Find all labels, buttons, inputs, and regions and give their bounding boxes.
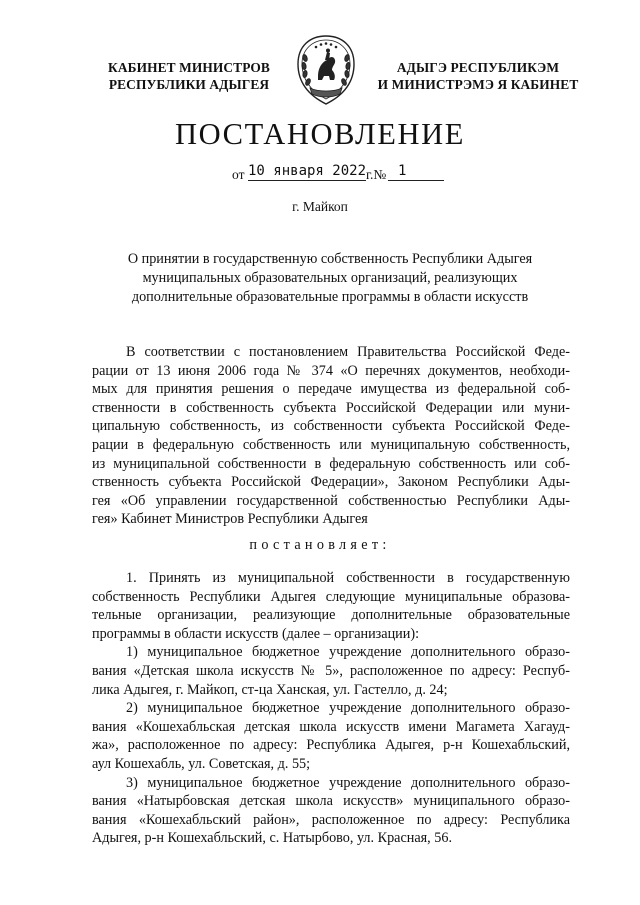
item-line: 1. Принять из муниципальной собственности в государственную [126,570,570,586]
decree-word: постановляет: [249,537,391,553]
preamble-line: ственность субъекта Российской Федерации», Законом Республики Ады- [92,474,570,491]
header-left-block [100,59,278,93]
coat-of-arms-icon [294,32,358,108]
preamble-line: гея «Об управлении государственной собственностью Республики Ады- [92,492,570,509]
preamble-line: ственности в собственность субъекта Российской Федерации или муни- [92,399,570,416]
year-suffix: г. [366,167,374,182]
item-line: аул Кошехабль, ул. Советская, д. 55; [92,755,311,772]
subject-line: дополнительные образовательные программы в области искусств [131,288,529,305]
header-left-line1: КАБИНЕТ МИНИСТРОВ [108,60,270,75]
number-sign: № [373,167,387,182]
subject-line: муниципальных образовательных организаций, реализующих [142,269,518,286]
header-right-line1: АДЫГЭ РЕСПУБЛИКЭМ [396,60,560,75]
city-line: г. Майкоп [292,199,348,214]
item-line: Адыгея, р-н Кошехабльский, с. Натырбово, ул. Красная, 56. [92,830,453,847]
item-line: вания «Кошехабльский район», расположенное по адресу: Республика [92,811,570,828]
preamble-line: ципальную собственность, из собственности субъекта Российской Феде- [92,418,570,435]
item-line: тельные организации, реализующие дополнительные образовательные [92,607,570,624]
document-subject [70,250,590,306]
preamble-line: из муниципальной собственности в федеральную собственность или соб- [92,455,570,472]
header-left-line2: РЕСПУБЛИКИ АДЫГЕЯ [108,77,270,92]
document-date: 10 января 2022 [248,163,367,179]
preamble-paragraph [92,343,570,529]
header-right-line2: И МИНИСТРЭМЭ Я КАБИНЕТ [377,77,579,92]
item-line: программы в области искусств (далее – организации): [92,625,420,642]
document-title: ПОСТАНОВЛЕНИЕ [175,117,465,151]
item-line: собственность Республики Адыгея следующие муниципальные образова- [92,588,570,605]
decision-items [92,569,570,848]
item-line: жа», расположенное по адресу: Республика Адыгея, р-н Кошехабльский, [92,737,570,754]
item-line: 3) муниципальное бюджетное учреждение дополнительного образо- [126,774,570,791]
preamble-line: рации от 13 июня 2006 года № 374 «О перечнях документов, необходи- [92,362,570,379]
year-and-number-sign [366,167,386,183]
item-line: вания «Детская школа искусств № 5», расположенное по адресу: Респуб- [92,662,570,679]
preamble-line: рации в федеральную собственность или муниципальную собственность, [92,436,570,453]
item-line: вания «Натырбовская детская школа искусств» муниципального образо- [92,793,570,810]
preamble-line: мых для принятия решения о передаче имущества из федеральной соб- [92,381,570,398]
header-right-block [372,59,584,93]
preamble-line: гея» Кабинет Министров Республики Адыгея [92,511,368,528]
item-line: 2) муниципальное бюджетное учреждение дополнительного образо- [126,700,570,717]
subject-line: О принятии в государственную собственность Республики Адыгея [127,251,533,267]
document-number: 1 [388,163,444,181]
item-line: вания «Кошехабльская детская школа искусств имени Магамета Хагауд- [92,718,570,735]
date-prefix: от [232,167,245,182]
preamble-line: В соответствии с постановлением Правительства Российской Феде- [126,344,570,360]
item-line: лика Адыгея, г. Майкоп, ст-ца Ханская, ул. Гастелло, д. 24; [92,681,448,698]
item-line: 1) муниципальное бюджетное учреждение дополнительного образо- [126,644,570,661]
